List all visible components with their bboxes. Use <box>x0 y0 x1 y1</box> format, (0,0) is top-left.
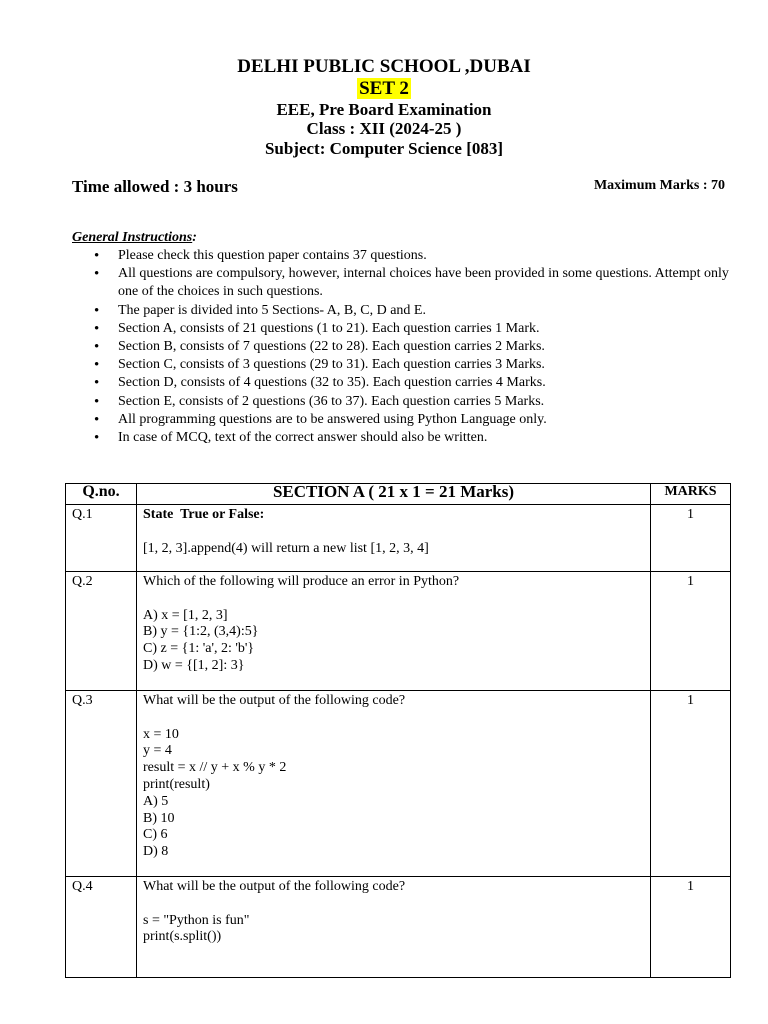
instruction-item: • In case of MCQ, text of the correct answer should also be written. <box>94 429 734 447</box>
set-highlight: SET 2 <box>359 78 409 99</box>
marks-header: MARKS <box>651 484 731 505</box>
table-row <box>66 572 731 691</box>
question-number: Q.4 <box>66 877 137 978</box>
question-lead: What will be the output of the following code? <box>143 693 406 708</box>
question-line: C) 6 <box>143 827 168 843</box>
instruction-item: • Section B, consists of 7 questions (22 to 28). Each question carries 2 Marks. <box>94 338 734 356</box>
question-table <box>65 483 731 978</box>
question-line: print(s.split()) <box>143 929 222 945</box>
question-line: A) 5 <box>143 793 169 809</box>
instructions-heading <box>72 230 197 246</box>
question-line: A) x = [1, 2, 3] <box>143 607 228 623</box>
question-number: Q.3 <box>66 691 137 877</box>
question-line <box>143 524 644 541</box>
maximum-marks: Maximum Marks : 70 <box>593 178 725 193</box>
question-text <box>137 691 651 877</box>
question-line: D) 8 <box>143 844 169 860</box>
instruction-item: • All questions are compulsory, however, internal choices have been provided in some questions. Attempt only one of the choices in such questions. <box>94 265 734 301</box>
instruction-item: • Section D, consists of 4 questions (32 to 35). Each question carries 4 Marks. <box>94 374 734 392</box>
question-marks: 1 <box>651 572 731 691</box>
question-line: y = 4 <box>143 743 172 759</box>
question-line: print(result) <box>143 776 210 792</box>
class-line: Class : XII (2024-25 ) <box>306 119 462 138</box>
question-text <box>137 877 651 978</box>
qno-header: Q.no. <box>66 484 137 505</box>
question-line: B) 10 <box>143 810 175 826</box>
time-allowed: Time allowed : 3 hours <box>72 177 238 196</box>
instruction-item: • Please check this question paper contains 37 questions. <box>94 247 734 265</box>
table-row <box>66 505 731 572</box>
exam-title: EEE, Pre Board Examination <box>276 100 492 119</box>
table-row <box>66 877 731 978</box>
instruction-item: • Section E, consists of 2 questions (36 to 37). Each question carries 5 Marks. <box>94 393 734 411</box>
set-label <box>0 78 768 100</box>
question-line: s = "Python is fun" <box>143 912 250 928</box>
instruction-item: • Section A, consists of 21 questions (1 to 21). Each question carries 1 Mark. <box>94 320 734 338</box>
instructions-list <box>94 247 734 447</box>
question-lead: What will be the output of the following code? <box>143 879 406 894</box>
subject-line: Subject: Computer Science [083] <box>264 139 504 158</box>
question-line: result = x // y + x % y * 2 <box>143 760 287 776</box>
section-header: SECTION A ( 21 x 1 = 21 Marks) <box>137 484 651 505</box>
instruction-item: • All programming questions are to be answered using Python Language only. <box>94 411 734 429</box>
question-line: x = 10 <box>143 726 179 742</box>
question-text <box>137 572 651 691</box>
table-header-row <box>66 484 731 505</box>
school-name: DELHI PUBLIC SCHOOL ,DUBAI <box>237 56 531 77</box>
question-line <box>143 896 644 913</box>
question-line: D) w = {[1, 2]: 3} <box>143 657 245 673</box>
question-number: Q.2 <box>66 572 137 691</box>
instructions-heading-colon: : <box>192 230 197 245</box>
instructions-heading-text: General Instructions <box>72 230 193 245</box>
table-row <box>66 691 731 877</box>
instruction-item: • The paper is divided into 5 Sections- A, B, C, D and E. <box>94 302 734 320</box>
question-line <box>143 591 644 608</box>
question-marks: 1 <box>651 877 731 978</box>
question-marks: 1 <box>651 691 731 877</box>
question-text <box>137 505 651 572</box>
question-lead: Which of the following will produce an error in Python? <box>143 574 460 589</box>
question-line: [1, 2, 3].append(4) will return a new list [1, 2, 3, 4] <box>143 540 429 556</box>
question-line <box>143 710 644 727</box>
question-marks: 1 <box>651 505 731 572</box>
question-number: Q.1 <box>66 505 137 572</box>
question-line: B) y = {1:2, (3,4):5} <box>143 624 259 640</box>
question-lead: State True or False: <box>143 507 265 522</box>
question-line: C) z = {1: 'a', 2: 'b'} <box>143 641 255 657</box>
instruction-item: • Section C, consists of 3 questions (29 to 31). Each question carries 3 Marks. <box>94 356 734 374</box>
